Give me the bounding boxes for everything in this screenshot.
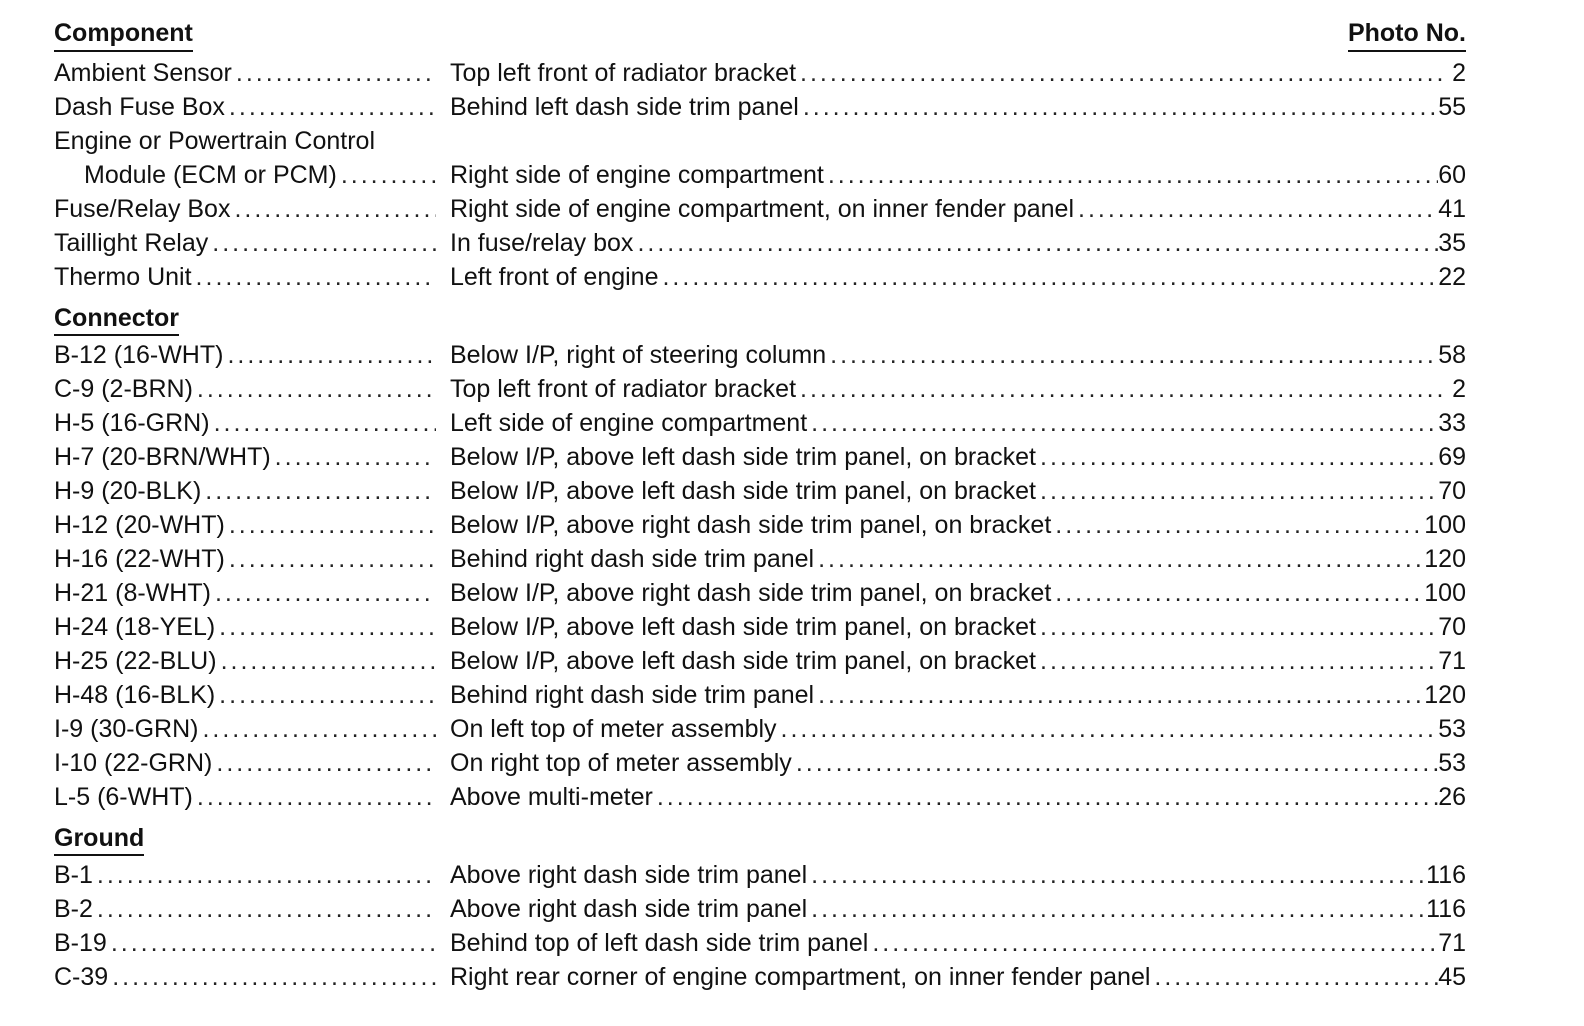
dot-leader: [225, 93, 436, 122]
dot-leader: [225, 511, 436, 540]
connector-name: H-16 (22-WHT): [54, 544, 225, 573]
ground-location: Right rear corner of engine compartment, on inner fender panel: [450, 962, 1151, 991]
table-row: [54, 542, 1466, 576]
ground-name: B-2: [54, 894, 93, 923]
component-column-heading: Component: [54, 18, 193, 52]
photo-number: 22: [1438, 262, 1466, 291]
connector-name: I-10 (22-GRN): [54, 748, 213, 777]
component-location-table: [54, 12, 1466, 994]
table-row: [54, 260, 1466, 294]
connector-name: H-5 (16-GRN): [54, 408, 210, 437]
connector-name: H-21 (8-WHT): [54, 578, 211, 607]
photo-number: 100: [1424, 578, 1466, 607]
dot-leader: [1036, 613, 1438, 642]
photo-number: 70: [1438, 476, 1466, 505]
dot-leader: [107, 929, 436, 958]
dot-leader: [211, 579, 436, 608]
connector-location: Below I/P, right of steering column: [450, 340, 827, 369]
dot-leader: [232, 59, 436, 88]
dot-leader: [1036, 443, 1438, 472]
dot-leader: [633, 229, 1438, 258]
photo-number-column-heading: Photo No.: [1348, 18, 1466, 52]
connector-location: On left top of meter assembly: [450, 714, 777, 743]
connector-location: Below I/P, above left dash side trim panel, on bracket: [450, 612, 1036, 641]
table-row: [54, 644, 1466, 678]
ground-location: Above right dash side trim panel: [450, 860, 808, 889]
photo-number: 100: [1424, 510, 1466, 539]
table-row: [54, 406, 1466, 440]
dot-leader: [868, 929, 1438, 958]
table-row: [54, 858, 1466, 892]
dot-leader: [799, 93, 1438, 122]
photo-number: 35: [1438, 228, 1466, 257]
dot-leader: [193, 375, 436, 404]
dot-leader: [653, 783, 1438, 812]
photo-number: 33: [1438, 408, 1466, 437]
ground-section: [54, 814, 1466, 994]
photo-number: 45: [1438, 962, 1466, 991]
connector-location: Behind right dash side trim panel: [450, 680, 815, 709]
connector-name: L-5 (6-WHT): [54, 782, 193, 811]
photo-number: 120: [1424, 680, 1466, 709]
component-location: Right side of engine compartment, on inner fender panel: [450, 194, 1074, 223]
photo-number: 71: [1438, 928, 1466, 957]
connector-name: C-9 (2-BRN): [54, 374, 193, 403]
connector-location: Below I/P, above right dash side trim panel, on bracket: [450, 578, 1052, 607]
component-location: Top left front of radiator bracket: [450, 58, 797, 87]
connector-location: Top left front of radiator bracket: [450, 374, 797, 403]
component-name: Dash Fuse Box: [54, 92, 225, 121]
connector-location: Below I/P, above left dash side trim panel, on bracket: [450, 442, 1036, 471]
table-row: [54, 56, 1466, 90]
component-name: Taillight Relay: [54, 228, 209, 257]
dot-leader: [217, 647, 436, 676]
dot-leader: [108, 963, 436, 992]
component-location: Right side of engine compartment: [450, 160, 824, 189]
table-row: [54, 90, 1466, 124]
table-row-continued-name: [54, 124, 1466, 158]
dot-leader: [93, 895, 436, 924]
dot-leader: [198, 715, 436, 744]
table-row: [54, 610, 1466, 644]
photo-number: 116: [1426, 860, 1466, 889]
photo-number: 26: [1438, 782, 1466, 811]
dot-leader: [208, 229, 436, 258]
connector-name: H-9 (20-BLK): [54, 476, 202, 505]
ground-section-title: Ground: [54, 823, 144, 856]
dot-leader: [658, 263, 1438, 292]
component-name: Fuse/Relay Box: [54, 194, 231, 223]
photo-number: 58: [1438, 340, 1466, 369]
table-row: [54, 158, 1466, 192]
component-location: In fuse/relay box: [450, 228, 634, 257]
table-row: [54, 338, 1466, 372]
dot-leader: [1051, 511, 1424, 540]
components-section: [54, 56, 1466, 294]
connector-name: H-12 (20-WHT): [54, 510, 225, 539]
table-row: [54, 712, 1466, 746]
connector-name: I-9 (30-GRN): [54, 714, 199, 743]
dot-leader: [93, 861, 436, 890]
connector-section-title: Connector: [54, 303, 179, 336]
dot-leader: [792, 749, 1438, 778]
dot-leader: [223, 341, 436, 370]
dot-leader: [824, 161, 1438, 190]
connector-location: Below I/P, above right dash side trim panel, on bracket: [450, 510, 1052, 539]
table-row: [54, 678, 1466, 712]
connector-location: Below I/P, above left dash side trim panel, on bracket: [450, 646, 1036, 675]
dot-leader: [230, 195, 436, 224]
dot-leader: [1051, 579, 1424, 608]
connector-location: Behind right dash side trim panel: [450, 544, 815, 573]
dot-leader: [225, 545, 436, 574]
component-location: Behind left dash side trim panel: [450, 92, 799, 121]
table-row: [54, 372, 1466, 406]
photo-number: 41: [1438, 194, 1466, 223]
table-row: [54, 576, 1466, 610]
photo-number: 70: [1438, 612, 1466, 641]
connector-name: H-25 (22-BLU): [54, 646, 217, 675]
ground-name: B-19: [54, 928, 107, 957]
connector-location: Left side of engine compartment: [450, 408, 808, 437]
table-row: [54, 780, 1466, 814]
ground-name: C-39: [54, 962, 109, 991]
dot-leader: [215, 613, 436, 642]
dot-leader: [271, 443, 436, 472]
dot-leader: [807, 409, 1438, 438]
dot-leader: [807, 861, 1426, 890]
photo-number: 2: [1452, 58, 1466, 87]
photo-number: 71: [1438, 646, 1466, 675]
dot-leader: [1074, 195, 1438, 224]
table-row: [54, 926, 1466, 960]
table-row: [54, 440, 1466, 474]
dot-leader: [1036, 477, 1438, 506]
dot-leader: [1150, 963, 1438, 992]
connector-name: H-7 (20-BRN/WHT): [54, 442, 271, 471]
table-row: [54, 226, 1466, 260]
dot-leader: [212, 749, 436, 778]
connector-name: H-24 (18-YEL): [54, 612, 216, 641]
component-name: Engine or Powertrain Control: [54, 126, 375, 155]
component-name: Ambient Sensor: [54, 58, 232, 87]
photo-number: 60: [1438, 160, 1466, 189]
dot-leader: [796, 375, 1448, 404]
connector-location: Above multi-meter: [450, 782, 653, 811]
ground-location: Above right dash side trim panel: [450, 894, 808, 923]
connector-name: B-12 (16-WHT): [54, 340, 224, 369]
photo-number: 53: [1438, 714, 1466, 743]
component-location: Left front of engine: [450, 262, 659, 291]
connector-name: H-48 (16-BLK): [54, 680, 216, 709]
photo-number: 116: [1426, 894, 1466, 923]
dot-leader: [337, 161, 436, 190]
component-name: Module (ECM or PCM): [84, 160, 337, 189]
connector-location: On right top of meter assembly: [450, 748, 792, 777]
table-row: [54, 508, 1466, 542]
photo-number: 120: [1424, 544, 1466, 573]
dot-leader: [796, 59, 1448, 88]
dot-leader: [807, 895, 1426, 924]
connector-section: [54, 294, 1466, 814]
dot-leader: [192, 263, 436, 292]
dot-leader: [210, 409, 436, 438]
photo-number: 55: [1438, 92, 1466, 121]
photo-number: 53: [1438, 748, 1466, 777]
table-row: [54, 192, 1466, 226]
dot-leader: [193, 783, 436, 812]
dot-leader: [826, 341, 1438, 370]
table-row: [54, 960, 1466, 994]
dot-leader: [777, 715, 1439, 744]
ground-name: B-1: [54, 860, 93, 889]
table-row: [54, 892, 1466, 926]
dot-leader: [215, 681, 436, 710]
component-name: Thermo Unit: [54, 262, 192, 291]
connector-location: Below I/P, above left dash side trim panel, on bracket: [450, 476, 1036, 505]
dot-leader: [814, 545, 1424, 574]
table-row: [54, 746, 1466, 780]
dot-leader: [1036, 647, 1438, 676]
dot-leader: [201, 477, 436, 506]
dot-leader: [814, 681, 1424, 710]
ground-location: Behind top of left dash side trim panel: [450, 928, 869, 957]
table-header: [54, 12, 1466, 52]
table-row: [54, 474, 1466, 508]
photo-number: 2: [1452, 374, 1466, 403]
photo-number: 69: [1438, 442, 1466, 471]
